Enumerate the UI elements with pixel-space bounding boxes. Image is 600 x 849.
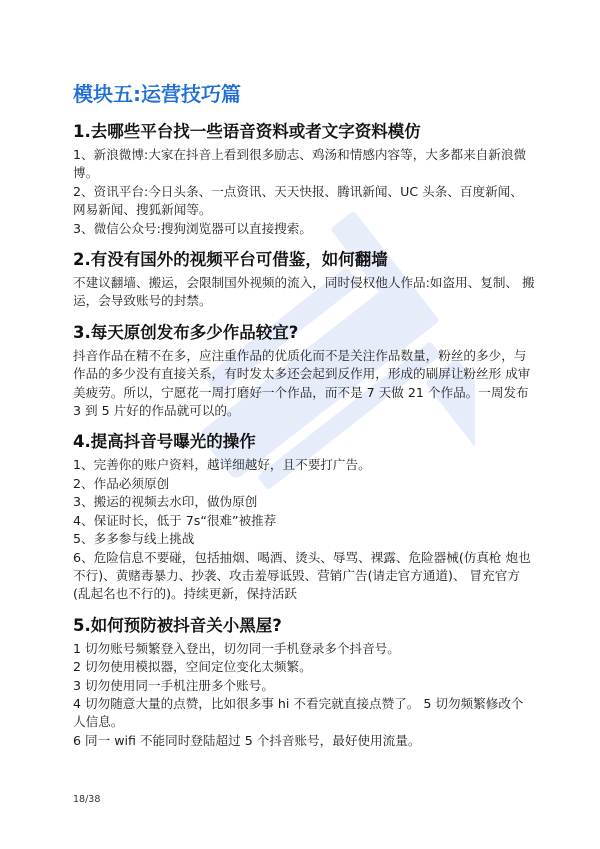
section-2 bbox=[73, 248, 535, 311]
section-5 bbox=[73, 614, 535, 750]
paragraph: 6 同一 wifi 不能同时登陆超过 5 个抖音账号，最好使用流量。 bbox=[73, 732, 421, 748]
section-heading: 1.去哪些平台找一些语音资料或者文字资料模仿 bbox=[73, 122, 421, 141]
paragraph: 4、保证时长，低于 7s“很难”被推荐 bbox=[73, 512, 277, 528]
paragraph: 1、完善你的账户资料，越详细越好，且不要打广告。 bbox=[73, 457, 371, 473]
paragraph: 不建议翻墙、搬运，会限制国外视频的流入，同时侵权他人作品:如盗用、复制、 搬运，会导致账号的封禁。 bbox=[73, 275, 535, 309]
section-1 bbox=[73, 120, 535, 238]
paragraph: 1 切勿账号频繁登入登出，切勿同一手机登录多个抖音号。 bbox=[73, 640, 400, 656]
paragraph: 6、危险信息不要碰，包括抽烟、喝酒、烫头、辱骂、裸露、危险器械(仿真枪 炮也不行)、黄赌毒暴力、抄袭、攻击羞辱诋毁、营销广告(请走官方通道)、 冒充官方(乱起名也不行的)。持续更新，保持活跃 bbox=[73, 549, 531, 602]
paragraph: 3 切勿使用同一手机注册多个账号。 bbox=[73, 677, 274, 693]
paragraph: 5、多多参与线上挑战 bbox=[73, 531, 195, 547]
section-4 bbox=[73, 430, 535, 603]
paragraph: 2、作品必须原创 bbox=[73, 475, 170, 491]
paragraph: 4 切勿随意大量的点赞，比如很多事 hi 不看完就直接点赞了。 5 切勿频繁修改个人信息。 bbox=[73, 695, 524, 730]
section-heading: 3.每天原创发布多少作品较宜? bbox=[73, 322, 299, 342]
section-heading: 2.有没有国外的视频平台可借鉴，如何翻墙 bbox=[73, 250, 388, 270]
paragraph: 3、微信公众号:搜狗浏览器可以直接搜索。 bbox=[73, 220, 312, 236]
paragraph: 2、资讯平台:今日头条、一点资讯、天天快报、腾讯新闻、UC 头条、百度新闻、 网易新闻、搜狐新闻等。 bbox=[73, 183, 523, 218]
section-3 bbox=[73, 321, 535, 421]
module-title: 模块五:运营技巧篇 bbox=[73, 82, 241, 106]
paragraph: 2 切勿使用模拟器，空间定位变化太频繁。 bbox=[73, 659, 312, 675]
paragraph: 3、搬运的视频去水印，做伪原创 bbox=[73, 494, 258, 510]
paragraph: 抖音作品在精不在多，应注重作品的优质化而不是关注作品数量，粉丝的多少，与作品的多少没有直接关系，有时发太多还会起到反作用，形成的刷屏让粉丝形 成审美疲劳。所以，宁愿花一周打磨好一个作品，而不是 7 天做 21 个作品。一周发布 3 到 5 片好的作品就可以的。 bbox=[73, 347, 531, 419]
section-heading: 4.提高抖音号曝光的操作 bbox=[73, 432, 256, 452]
paragraph: 1、新浪微博:大家在抖音上看到很多励志、鸡汤和情感内容等，大多都来自新浪微博。 bbox=[73, 147, 527, 181]
section-heading: 5.如何预防被抖音关小黑屋? bbox=[73, 615, 282, 635]
content bbox=[73, 120, 535, 760]
page-number: 18/38 bbox=[73, 794, 101, 805]
